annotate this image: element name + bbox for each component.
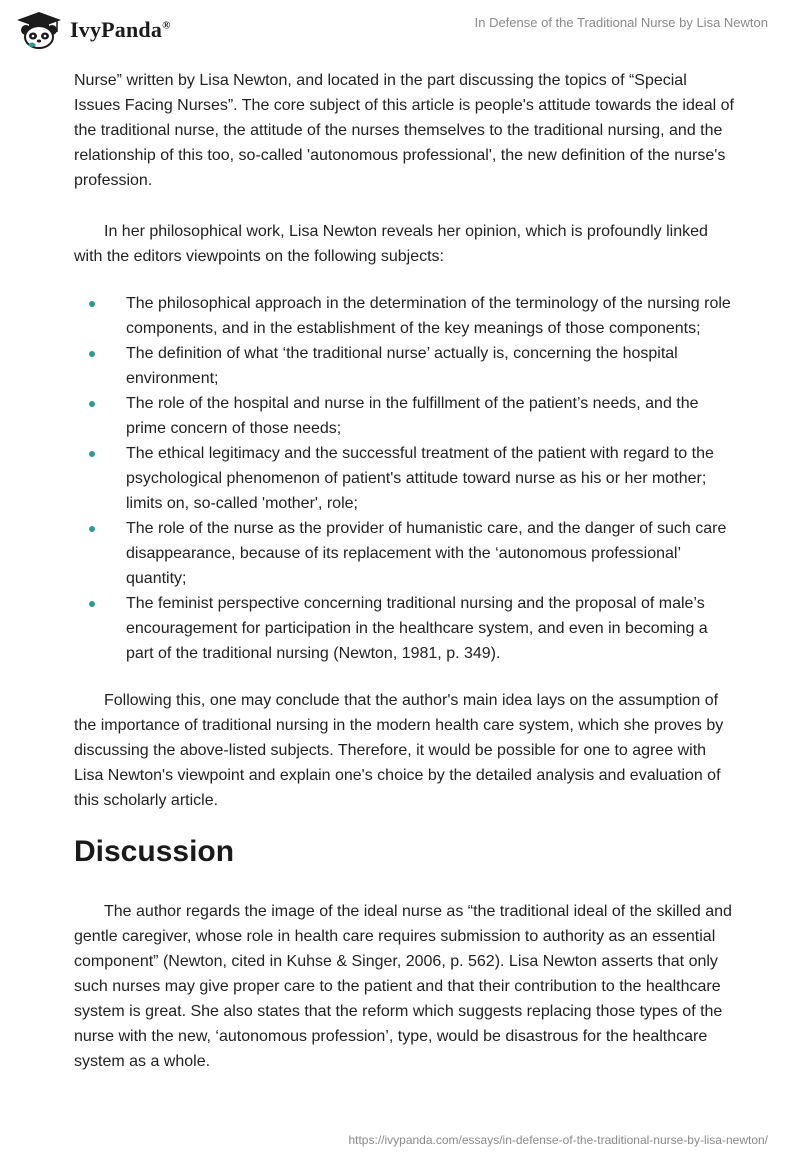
list-item: The ethical legitimacy and the successful treatment of the patient with regard to the psychological phenomenon of patient's attitude toward nurse as his or her mother; limits on, so-called 'mother', role; (74, 441, 734, 516)
paragraph-discussion: The author regards the image of the ideal nurse as “the traditional ideal of the skilled and gentle caregiver, whose role in health care requires submission to authority as an essential component” (Newton, cited in Kuhse & Singer, 2006, p. 562). Lisa Newton asserts that only such nurses may give proper care to the patient and that their contribution to the healthcare system is great. She also states that the reform which suggests replacing those types of the nurse with the new, ‘autonomous profession’, type, would be disastrous for the healthcare system as a whole. (74, 903, 732, 1070)
bullet-dot-icon (89, 601, 95, 607)
bullet-dot-icon (89, 451, 95, 457)
logo-wordmark: IvyPanda® (70, 17, 171, 42)
essay-body (74, 68, 734, 1074)
list-item: The philosophical approach in the determination of the terminology of the nursing role components, and in the establishment of the key meanings of those components; (74, 291, 734, 341)
list-item: The role of the nurse as the provider of humanistic care, and the danger of such care disappearance, because of its replacement with the ‘autonomous professional’ quantity; (74, 516, 734, 591)
registered-mark: ® (162, 19, 171, 32)
bullet-dot-icon (89, 401, 95, 407)
list-item: The feminist perspective concerning traditional nursing and the proposal of male’s encouragement for participation in the healthcare system, and even in becoming a part of the traditional nursing (Newton, 1981, p. 349). (74, 591, 734, 666)
list-item: The definition of what ‘the traditional nurse’ actually is, concerning the hospital environment; (74, 341, 734, 391)
bullet-dot-icon (89, 526, 95, 532)
source-url-link[interactable]: https://ivypanda.com/essays/in-defense-of-the-traditional-nurse-by-lisa-newton/ (348, 1133, 768, 1147)
bullet-dot-icon (89, 351, 95, 357)
paragraph-opinion: In her philosophical work, Lisa Newton reveals her opinion, which is profoundly linked with the editors viewpoints on the following subjects: (74, 223, 708, 265)
section-heading-discussion: Discussion (74, 835, 235, 868)
panda-graduate-icon (14, 10, 64, 50)
list-item: The role of the hospital and nurse in the fulfillment of the patient’s needs, and the prime concern of those needs; (74, 391, 734, 441)
paragraph-intro-continued: Nurse” written by Lisa Newton, and located in the part discussing the topics of “Special Issues Facing Nurses”. The core subject of this article is people's attitude towards the ideal of the traditional nurse, the attitude of the nurses themselves to the traditional nursing, and the relationship of this too, so-called 'autonomous professional', the new definition of the nurse's profession. (74, 72, 734, 189)
document-title: In Defense of the Traditional Nurse by Lisa Newton (474, 15, 768, 30)
ivypanda-logo[interactable] (14, 10, 171, 50)
paragraph-conclusion: Following this, one may conclude that the author's main idea lays on the assumption of the importance of traditional nursing in the modern health care system, which she proves by discussing the above-listed subjects. Therefore, it would be possible for one to agree with Lisa Newton's viewpoint and explain one's choice by the detailed analysis and evaluation of this scholarly article. (74, 692, 724, 809)
page-header (0, 0, 800, 60)
bullet-dot-icon (89, 301, 95, 307)
subjects-list (74, 291, 734, 666)
